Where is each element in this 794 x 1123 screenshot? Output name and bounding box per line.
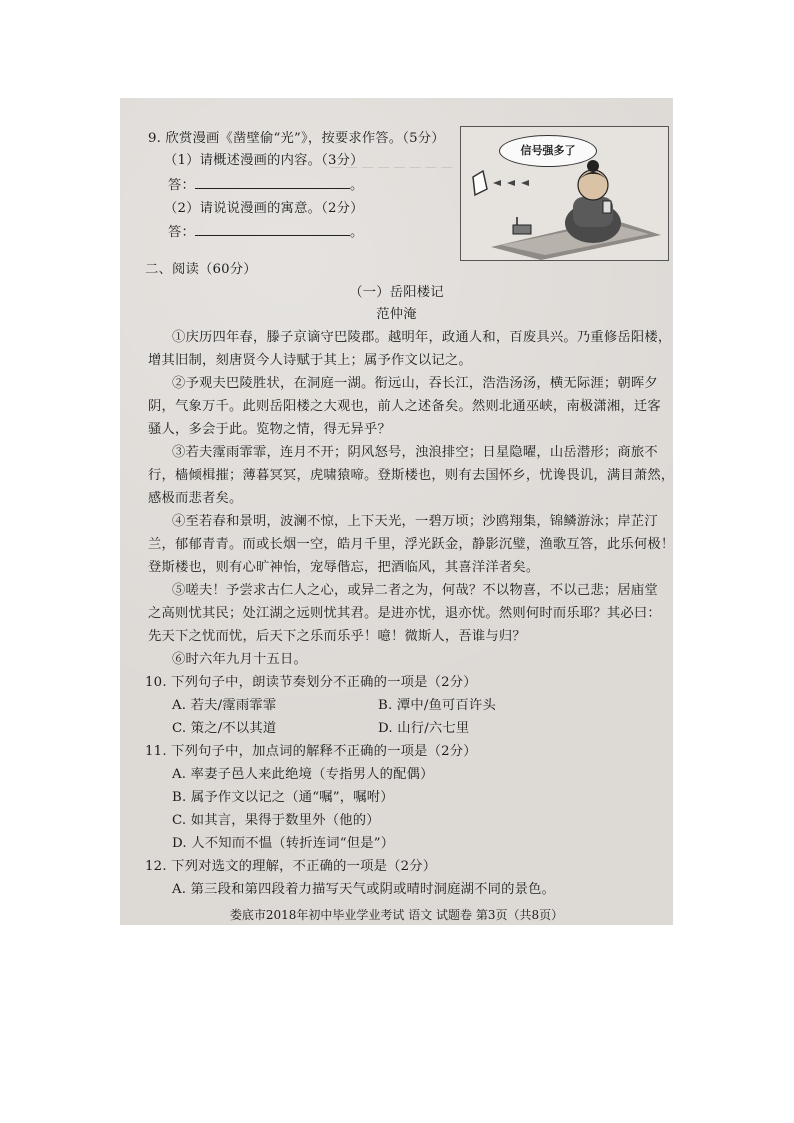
q12-option-a: A. 第三段和第四段着力描写天气或阴或晴时洞庭湖不同的景色。 [172,882,556,897]
q11-option-d: D. 人不知而不愠（转折连词“但是”） [172,836,395,851]
q10-option-d: D. 山行/六七里 [378,721,470,736]
q11-option-c: C. 如其言，果得于数里外（他的） [172,813,380,828]
q10-option-a: A. 若夫/霪雨霏霏 [172,698,277,713]
q10-option-b: B. 潭中/鱼可百许头 [378,698,496,713]
paragraph-3-line: ③若夫霪雨霏霏，连月不开；阴风怒号，浊浪排空；日星隐曜，山岳潜形；商旅不 [172,445,658,460]
q9-answer-line-1 [168,176,364,194]
paragraph-2-line: 骚人，多会于此。览物之情，得无异乎？ [148,422,391,437]
comic-image [460,126,669,261]
passage-author: 范仲淹 [376,307,417,322]
answer-label: 答： [168,178,195,193]
paragraph-4-line: ④至若春和景明，波澜不惊，上下天光，一碧万顷；沙鸥翔集，锦鳞游泳；岸芷汀 [172,514,658,529]
paragraph-3-line: 感极而悲者矣。 [148,491,243,506]
q11-option-a: A. 率妻子邑人来此绝境（专指男人的配偶） [172,767,434,782]
paragraph-4-line: 兰，郁郁青青。而或长烟一空，皓月千里，浮光跃金，静影沉璧，渔歌互答，此乐何极！ [148,537,675,552]
q11-stem: 11. 下列句子中，加点词的解释不正确的一项是（2分） [145,744,477,759]
paragraph-4-line: 登斯楼也，则有心旷神怡，宠辱偕忘，把酒临风，其喜洋洋者矣。 [148,560,540,575]
q10-stem: 10. 下列句子中，朗读节奏划分不正确的一项是（2分） [145,675,477,690]
paragraph-5-line: 先天下之忧而忧，后天下之乐而乐乎！噫！微斯人，吾谁与归？ [148,629,526,644]
answer-period: 。 [350,178,364,193]
section-heading: 二、阅读（60分） [145,262,257,277]
page-footer: 娄底市2018年初中毕业学业考试 语文 试题卷 第3页（共8页） [229,908,564,922]
paragraph-1-line: ①庆历四年春，滕子京谪守巴陵郡。越明年，政通人和，百废具兴。乃重修岳阳楼， [172,330,672,345]
paragraph-5-line: ⑤嗟夫！予尝求古仁人之心，或异二者之为，何哉？不以物喜，不以己悲；居庙堂 [172,583,658,598]
paragraph-3-line: 行，樯倾楫摧；薄暮冥冥，虎啸猿啼。登斯楼也，则有去国怀乡，忧谗畏讥，满目萧然， [148,468,675,483]
paragraph-6: ⑥时六年九月十五日。 [172,652,307,667]
paragraph-5-line: 之高则忧其民；处江湖之远则忧其君。是进亦忧，退亦忧。然则何时而乐耶？其必曰： [148,606,661,621]
answer-label: 答： [168,225,195,240]
paragraph-2-line: ②予观夫巴陵胜状，在洞庭一湖。衔远山，吞长江，浩浩汤汤，横无际涯；朝晖夕 [172,376,658,391]
exam-page [120,98,673,925]
answer-period: 。 [350,225,364,240]
q9-sub2: （2）请说说漫画的寓意。（2分） [164,201,364,216]
answer-blank-1[interactable] [195,176,350,189]
paragraph-2-line: 阴，气象万千。此则岳阳楼之大观也，前人之述备矣。然则北通巫峡，南极潇湘，迁客 [148,399,661,414]
q9-answer-line-2 [168,223,364,241]
q9-sub1: （1）请概述漫画的内容。（3分） [164,153,364,168]
bleed-through-text: — — — — — — — — [330,160,453,174]
q11-option-b: B. 属予作文以记之（通“嘱”，嘱咐） [172,790,394,805]
passage-title: （一）岳阳楼记 [349,285,444,300]
q9-title: 9. 欣赏漫画《凿壁偷“光”》，按要求作答。（5分） [148,131,445,146]
q12-stem: 12. 下列对选文的理解，不正确的一项是（2分） [145,859,437,874]
paragraph-1-line: 增其旧制，刻唐贤今人诗赋于其上；属予作文以记之。 [148,353,472,368]
speech-bubble: 信号强多了 [499,135,597,167]
answer-blank-2[interactable] [195,223,350,236]
q10-option-c: C. 策之/不以其道 [172,721,277,736]
